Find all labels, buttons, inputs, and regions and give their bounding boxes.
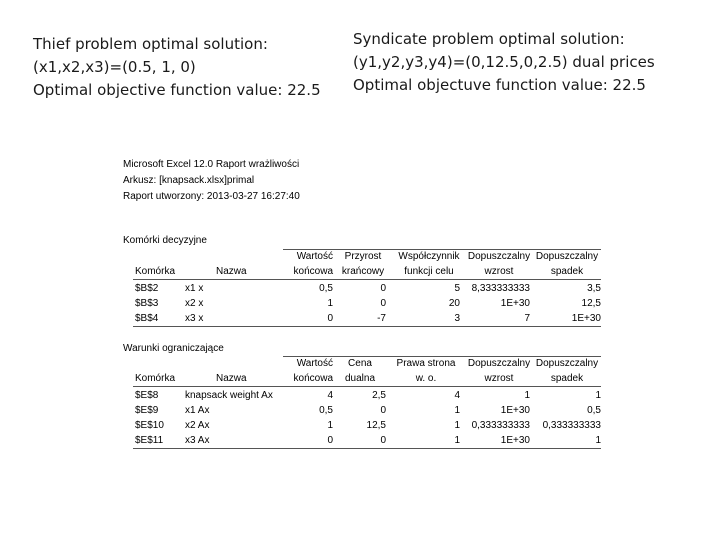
- decision-header-reduced-2: krańcowy: [341, 266, 385, 277]
- decision-header-value-2: końcowa: [293, 266, 333, 277]
- row-name: x3 x: [185, 313, 204, 324]
- row-cell: $B$2: [135, 283, 159, 294]
- report-created: Raport utworzony: 2013-03-27 16:27:40: [123, 191, 300, 202]
- row-decrease: 12,5: [581, 298, 601, 309]
- row-name: x1 Ax: [185, 405, 210, 416]
- row-coef: 5: [454, 283, 460, 294]
- row-increase: 1E+30: [500, 405, 530, 416]
- row-increase: 0,333333333: [471, 420, 530, 431]
- row-decrease: 0,5: [587, 405, 601, 416]
- decision-section-title: Komórki decyzyjne: [123, 235, 207, 246]
- constraints-header-rhs-2: w. o.: [415, 373, 437, 384]
- row-reduced: 0: [380, 283, 386, 294]
- decision-header-reduced: Przyrost: [344, 251, 382, 262]
- report-sheet: Arkusz: [knapsack.xlsx]primal: [123, 175, 255, 186]
- decision-header-decrease-2: spadek: [550, 266, 584, 277]
- syndicate-solution: (y1,y2,y3,y4)=(0,12.5,0,2.5) dual prices: [353, 53, 655, 71]
- constraints-header-decrease-2: spadek: [550, 373, 584, 384]
- row-value: 1: [327, 298, 333, 309]
- row-cell: $E$9: [135, 405, 159, 416]
- decision-header-coef: Współczynnik: [398, 251, 460, 262]
- row-increase: 1E+30: [500, 298, 530, 309]
- row-rhs: 1: [454, 420, 460, 431]
- row-decrease: 1E+30: [571, 313, 601, 324]
- constraints-header-rule: [133, 386, 601, 387]
- constraints-header-value-2: końcowa: [293, 373, 333, 384]
- row-reduced: -7: [377, 313, 386, 324]
- row-cell: $E$8: [135, 390, 159, 401]
- row-cell: $B$4: [135, 313, 159, 324]
- constraints-bottom-rule: [133, 448, 601, 449]
- decision-header-cell: Komórka: [135, 266, 176, 277]
- thief-solution: (x1,x2,x3)=(0.5, 1, 0): [33, 58, 196, 76]
- constraints-header-rhs: Prawa strona: [396, 358, 456, 369]
- decision-header-increase: Dopuszczalny: [467, 251, 531, 262]
- decision-header-decrease: Dopuszczalny: [535, 251, 599, 262]
- constraints-header-cell: Komórka: [135, 373, 176, 384]
- decision-header-coef-2: funkcji celu: [404, 266, 454, 277]
- constraints-header-increase: Dopuszczalny: [467, 358, 531, 369]
- row-increase: 1: [524, 390, 530, 401]
- row-increase: 7: [524, 313, 530, 324]
- constraints-section-title: Warunki ograniczające: [123, 343, 224, 354]
- row-cell: $B$3: [135, 298, 159, 309]
- constraints-header-name: Nazwa: [216, 373, 247, 384]
- row-name: x3 Ax: [185, 435, 210, 446]
- constraints-header-price: Cena: [348, 358, 372, 369]
- row-name: x2 Ax: [185, 420, 210, 431]
- row-rhs: 1: [454, 405, 460, 416]
- row-value: 0: [327, 435, 333, 446]
- row-cell: $E$10: [135, 420, 164, 431]
- decision-header-increase-2: wzrost: [484, 266, 514, 277]
- row-rhs: 4: [454, 390, 460, 401]
- row-price: 2,5: [372, 390, 386, 401]
- row-cell: $E$11: [135, 435, 164, 446]
- row-coef: 20: [448, 298, 460, 309]
- row-value: 0,5: [319, 283, 333, 294]
- report-title: Microsoft Excel 12.0 Raport wrażliwości: [123, 159, 300, 170]
- decision-header-name: Nazwa: [216, 266, 247, 277]
- decision-bottom-rule: [133, 326, 601, 327]
- constraints-header-decrease: Dopuszczalny: [535, 358, 599, 369]
- syndicate-solution-block: [353, 28, 655, 97]
- constraints-header-price-2: dualna: [344, 373, 376, 384]
- row-increase: 1E+30: [500, 435, 530, 446]
- row-value: 1: [327, 420, 333, 431]
- thief-title: Thief problem optimal solution:: [33, 35, 268, 53]
- decision-header-value: Wartość: [296, 251, 333, 262]
- row-value: 0,5: [319, 405, 333, 416]
- row-decrease: 1: [595, 435, 601, 446]
- constraints-header-value: Wartość: [296, 358, 333, 369]
- syndicate-objective: Optimal objectuve function value: 22.5: [353, 76, 646, 94]
- row-value: 4: [327, 390, 333, 401]
- decision-header-rule: [133, 279, 601, 280]
- row-value: 0: [327, 313, 333, 324]
- thief-objective: Optimal objective function value: 22.5: [33, 81, 321, 99]
- row-name: x2 x: [185, 298, 204, 309]
- row-coef: 3: [454, 313, 460, 324]
- constraints-header-increase-2: wzrost: [484, 373, 514, 384]
- row-decrease: 1: [595, 390, 601, 401]
- row-increase: 8,333333333: [471, 283, 530, 294]
- row-decrease: 0,333333333: [542, 420, 601, 431]
- row-name: knapsack weight Ax: [185, 390, 273, 401]
- row-name: x1 x: [185, 283, 204, 294]
- thief-solution-block: [33, 33, 321, 102]
- row-decrease: 3,5: [587, 283, 601, 294]
- row-price: 0: [380, 405, 386, 416]
- row-price: 0: [380, 435, 386, 446]
- syndicate-title: Syndicate problem optimal solution:: [353, 30, 625, 48]
- row-price: 12,5: [366, 420, 386, 431]
- row-reduced: 0: [380, 298, 386, 309]
- row-rhs: 1: [454, 435, 460, 446]
